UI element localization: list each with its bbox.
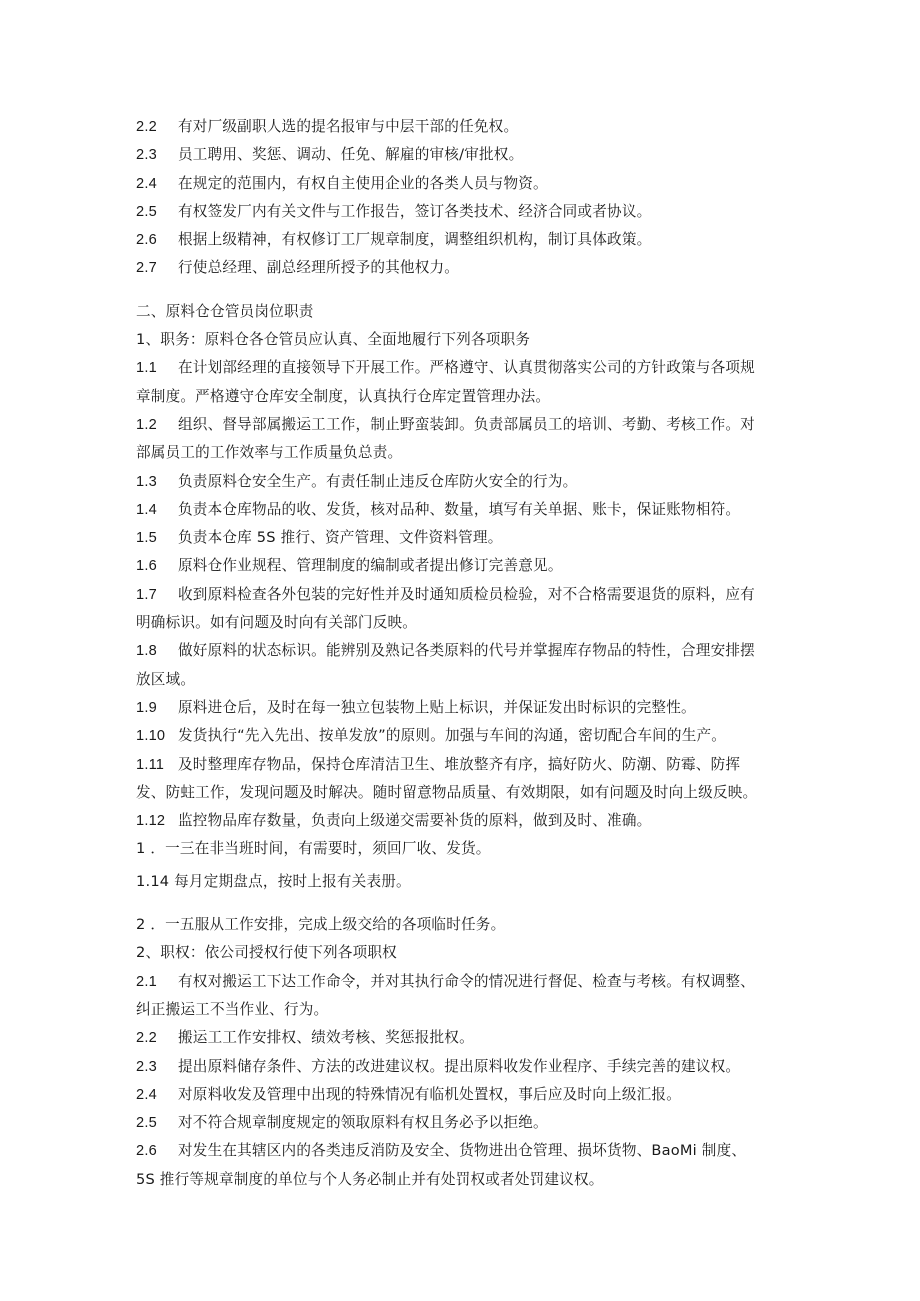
list-item <box>136 637 786 665</box>
item-text: 负责原料仓安全生产。有责任制止违反仓库防火安全的行为。 <box>178 472 578 490</box>
item-number: 1.1 <box>136 360 157 377</box>
list-item <box>136 1109 786 1137</box>
item-text: 负责本仓库 5S 推行、资产管理、文件资料管理。 <box>178 529 503 547</box>
duty-heading: 1、职务：原料仓各仓管员应认真、全面地履行下列各项职务 <box>136 331 531 349</box>
item-number: 2.2 <box>136 1030 157 1047</box>
item-text: 在计划部经理的直接领导下开展工作。严格遵守、认真贯彻落实公司的方针政策与各项规 <box>178 359 755 377</box>
item-text: 有权签发厂内有关文件与工作报告，签订各类技术、经济合同或者协议。 <box>178 202 652 220</box>
item-text: 对原料收发及管理中出现的特殊情况有临机处置权，事后应及时向上级汇报。 <box>178 1085 681 1103</box>
list-item <box>136 1081 786 1109</box>
list-item <box>136 1137 786 1165</box>
list-item <box>136 411 786 439</box>
item-text: 对不符合规章制度规定的领取原料有权且务必予以拒绝。 <box>178 1114 548 1132</box>
list-item <box>136 807 786 835</box>
list-item <box>136 198 786 226</box>
item-text: 原料仓作业规程、管理制度的编制或者提出修订完善意见。 <box>178 557 563 575</box>
item-number: 1.10 <box>136 728 166 745</box>
item-text: 搬运工工作安排权、绩效考核、奖惩报批权。 <box>178 1029 474 1047</box>
item-text: 负责本仓库物品的收、发货，核对品种、数量，填写有关单据、账卡，保证账物相符。 <box>178 500 741 518</box>
list-item-continuation: 发、防蛀工作，发现问题及时解决。随时留意物品质量、有效期限，如有问题及时向上级反映。 <box>136 783 758 801</box>
item-text: 有对厂级副职人选的提名报审与中层干部的任免权。 <box>178 118 519 135</box>
list-item <box>136 496 786 524</box>
item-number: 1.12 <box>136 813 166 830</box>
item-number: 1.4 <box>136 501 157 518</box>
item-text: 在规定的范围内，有权自主使用企业的各类人员与物资。 <box>178 174 548 192</box>
item-text: 原料进仓后，及时在每一独立包装物上贴上标识，并保证发出时标识的完整性。 <box>178 698 696 716</box>
spacer <box>136 896 786 911</box>
list-item <box>136 751 786 779</box>
item-number: 2.7 <box>136 260 157 277</box>
item-text: 有权对搬运工下达工作命令，并对其执行命令的情况进行督促、检查与考核。有权调整、 <box>178 972 755 990</box>
list-item <box>136 524 786 552</box>
item-number: 2.2 <box>136 119 157 135</box>
item-number: 1.5 <box>136 530 157 547</box>
item-text: 发货执行“先入先出、按单发放”的原则。加强与车间的沟通，密切配合车间的生产。 <box>178 727 727 745</box>
list-item: 1 ．一三在非当班时间，有需要时，须回厂收、发货。 <box>136 840 491 858</box>
item-text: 对发生在其辖区内的各类违反消防及安全、货物进出仓管理、损坏货物、BaoMi 制度、 <box>178 1142 747 1160</box>
list-item-continuation: 部属员工的工作效率与工作质量负总责。 <box>136 444 403 462</box>
document-body <box>136 113 786 1194</box>
list-item <box>136 968 786 996</box>
item-number: 1.6 <box>136 558 157 575</box>
item-text: 员工聘用、奖惩、调动、任免、解雇的审核/审批权。 <box>178 146 524 164</box>
item-number: 1.3 <box>136 473 157 490</box>
list-item <box>136 1024 786 1052</box>
item-number: 1.9 <box>136 699 157 716</box>
item-number: 2.6 <box>136 232 157 249</box>
list-item <box>136 722 786 750</box>
item-text: 根据上级精神，有权修订工厂规章制度，调整组织机构，制订具体政策。 <box>178 231 652 249</box>
spacer <box>136 283 786 298</box>
list-item-continuation: 放区域。 <box>136 670 196 688</box>
list-item <box>136 170 786 198</box>
item-number: 2.4 <box>136 175 157 192</box>
list-item <box>136 226 786 254</box>
item-text: 组织、督导部属搬运工工作，制止野蛮装卸。负责部属员工的培训、考勤、考核工作。对 <box>178 415 755 433</box>
list-item-continuation: 纠正搬运工不当作业、行为。 <box>136 1000 329 1018</box>
list-item-continuation: 5S 推行等规章制度的单位与个人务必制止并有处罚权或者处罚建议权。 <box>136 1170 604 1188</box>
item-text: 行使总经理、副总经理所授予的其他权力。 <box>178 259 460 277</box>
item-text: 及时整理库存物品，保持仓库清洁卫生、堆放整齐有序，搞好防火、防潮、防霉、防挥 <box>178 755 741 773</box>
list-item <box>136 1053 786 1081</box>
item-number: 2.5 <box>136 203 157 220</box>
list-item-continuation: 明确标识。如有问题及时向有关部门反映。 <box>136 614 418 632</box>
list-item: 2 ．一五服从工作安排，完成上级交给的各项临时任务。 <box>136 916 506 934</box>
item-number: 1.7 <box>136 586 157 603</box>
item-number: 2.6 <box>136 1143 157 1160</box>
item-number: 1.11 <box>136 756 165 773</box>
section-heading: 二、原料仓仓管员岗位职责 <box>136 302 314 320</box>
list-item <box>136 552 786 580</box>
item-text: 提出原料储存条件、方法的改进建议权。提出原料收发作业程序、手续完善的建议权。 <box>178 1057 741 1075</box>
rights-heading: 2、职权：依公司授权行使下列各项职权 <box>136 944 397 962</box>
item-number: 2.1 <box>136 973 157 990</box>
list-item <box>136 354 786 382</box>
list-item <box>136 581 786 609</box>
item-text: 做好原料的状态标识。能辨别及熟记各类原料的代号并掌握库存物品的特性，合理安排摆 <box>178 642 755 660</box>
item-text: 收到原料检查各外包装的完好性并及时通知质检员检验，对不合格需要退货的原料，应有 <box>178 585 755 603</box>
list-item <box>136 468 786 496</box>
list-item <box>136 113 786 141</box>
item-number: 2.4 <box>136 1086 157 1103</box>
list-item <box>136 254 786 282</box>
item-number: 2.3 <box>136 1058 157 1075</box>
item-number: 2.3 <box>136 147 157 164</box>
list-item: 1.14 每月定期盘点，按时上报有关表册。 <box>136 872 411 890</box>
list-item <box>136 141 786 169</box>
list-item-continuation: 章制度。严格遵守仓库安全制度，认真执行仓库定置管理办法。 <box>136 387 551 405</box>
item-number: 2.5 <box>136 1115 157 1132</box>
item-text: 监控物品库存数量，负责向上级递交需要补货的原料，做到及时、准确。 <box>178 812 652 830</box>
list-item <box>136 694 786 722</box>
item-number: 1.8 <box>136 643 157 660</box>
item-number: 1.2 <box>136 416 157 433</box>
